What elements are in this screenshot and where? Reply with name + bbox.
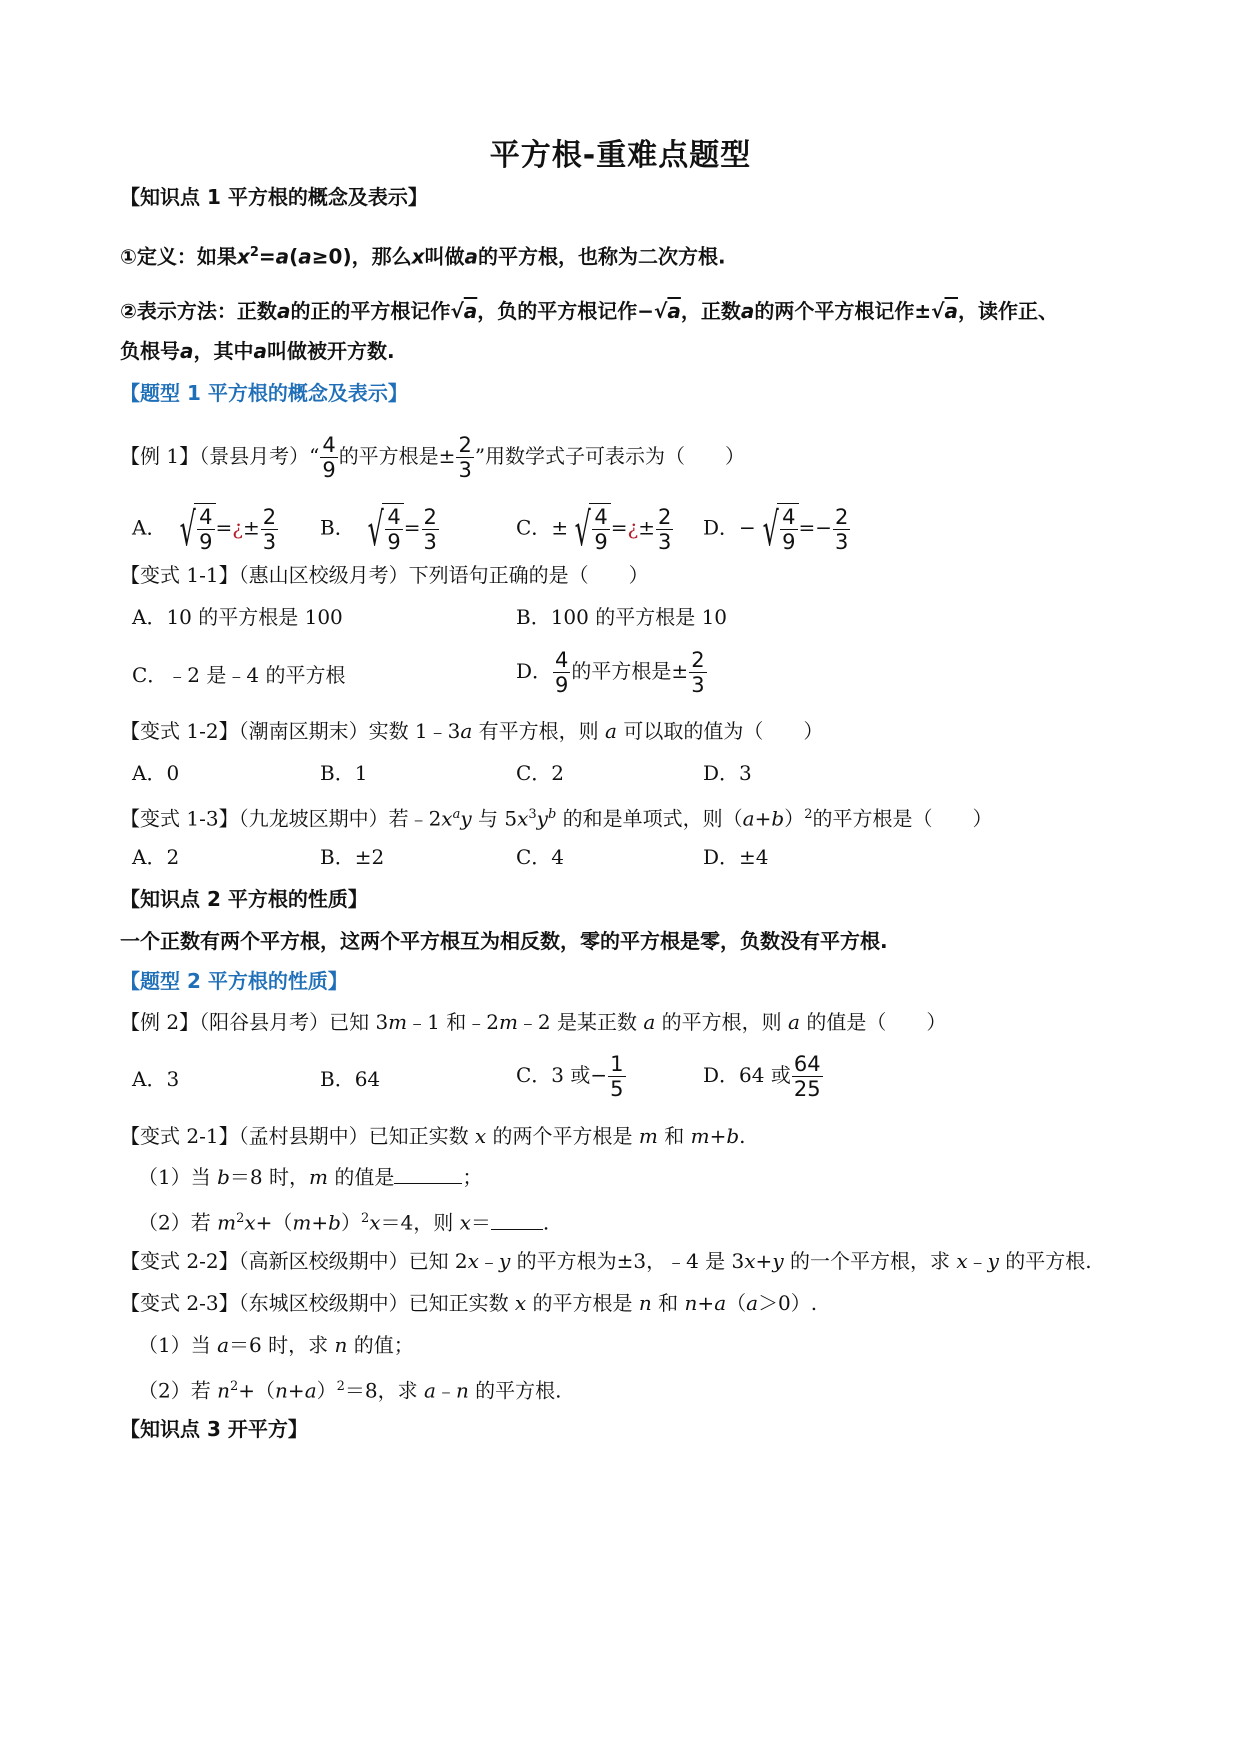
variant-2-3-stem: 【变式 2-3】（东城区校级期中）已知正实数 x 的平方根是 n 和 n+a（a＞0）. (120, 1291, 818, 1315)
answer-blank[interactable] (491, 1229, 543, 1230)
example-1-stem: 【例 1】（景县月考）“ $\frac{4}{9}$ 的平方根是± $\frac{2}{3}$ ”用数学式子可表示为（ ） (120, 433, 746, 482)
type1-heading: 【题型 1 平方根的概念及表示】 (120, 381, 408, 405)
fraction: $\frac{2}{3}$ (458, 433, 472, 482)
example-1-option-b[interactable]: B． √ $\frac{4}{9}$ = $\frac{2}{3}$ (320, 502, 437, 556)
variant-1-2-option-d[interactable]: D．3 (703, 761, 752, 785)
variant-1-2-option-a[interactable]: A．0 (132, 761, 180, 785)
kp1-definition: ①定义：如果$x^2=a(a\ge 0)$，那么x叫做a的平方根，也称为二次方根. (120, 244, 726, 269)
variant-1-3-option-a[interactable]: A．2 (132, 845, 180, 869)
variant-1-2-option-c[interactable]: C．2 (516, 761, 565, 785)
kp3-heading: 【知识点 3 开平方】 (120, 1417, 308, 1441)
example-2-option-d[interactable]: D．64 或 $\frac{64}{25}$ (703, 1052, 821, 1101)
variant-1-1-option-b[interactable]: B．100 的平方根是 10 (516, 605, 728, 629)
example-2-stem: 【例 2】（阳谷县月考）已知 3m﹣1 和﹣2m﹣2 是某正数 a 的平方根，则 a 的值是（ ） (120, 1010, 947, 1034)
variant-2-3-question-2: （2）若 $n^2+(n+a)^2=8$，求 a﹣n 的平方根. (138, 1378, 562, 1403)
page-title: 平方根-重难点题型 (489, 138, 752, 173)
variant-1-1-stem: 【变式 1-1】（惠山区校级月考）下列语句正确的是（ ） (120, 563, 649, 587)
example-1-option-a[interactable]: A． √ $\frac{4}{9}$ =¿± $\frac{2}{3}$ (132, 502, 277, 556)
example-2-option-c[interactable]: C．3 或− $\frac{1}{5}$ (516, 1052, 624, 1101)
variant-2-1-stem: 【变式 2-1】（孟村县期中）已知正实数 x 的两个平方根是 m 和 m+b. (120, 1124, 746, 1148)
variant-2-1-question-2: （2）若 $m^2x+(m+b)^2x=4$，则 x＝ . (138, 1210, 550, 1235)
variant-1-1-option-c[interactable]: C．﹣2 是﹣4 的平方根 (132, 663, 346, 687)
example-2-option-a[interactable]: A．3 (132, 1067, 180, 1091)
variant-1-3-option-b[interactable]: B．±2 (320, 845, 385, 869)
variant-1-1-option-a[interactable]: A．10 的平方根是 100 (132, 605, 343, 629)
type2-heading: 【题型 2 平方根的性质】 (120, 969, 348, 993)
example-2-option-b[interactable]: B．64 (320, 1067, 381, 1091)
variant-1-2-option-b[interactable]: B．1 (320, 761, 368, 785)
variant-1-1-option-d[interactable]: D． $\frac{4}{9}$ 的平方根是± $\frac{2}{3}$ (516, 648, 705, 697)
variant-1-3-option-d[interactable]: D．±4 (703, 845, 769, 869)
variant-1-3-stem: 【变式 1-3】（九龙坡区期中）若$﹣2x^ay$ 与 $5x^3y^b$ 的和是单项式，则$(a+b)^2$的平方根是（ ） (120, 806, 993, 831)
variant-2-1-question-1: （1）当 b＝8 时，m 的值是 ； (138, 1165, 483, 1189)
kp1-representation: ②表示方法：正数a的正的平方根记作√a，负的平方根记作−√a，正数a的两个平方根记作±√a，读作正、 (120, 299, 1058, 323)
variant-2-2-stem: 【变式 2-2】（高新区校级期中）已知 2x﹣y 的平方根为±3，﹣4 是 3x+y 的一个平方根，求 x﹣y 的平方根. (120, 1249, 1092, 1273)
example-1-option-d[interactable]: D．− √ $\frac{4}{9}$ =− $\frac{2}{3}$ (703, 502, 849, 556)
variant-2-3-question-1: （1）当 a＝6 时，求 n 的值； (138, 1333, 414, 1357)
answer-blank[interactable] (394, 1183, 462, 1184)
variant-1-3-option-c[interactable]: C．4 (516, 845, 565, 869)
kp1-representation-cont: 负根号a，其中a叫做被开方数. (120, 339, 395, 363)
kp2-heading: 【知识点 2 平方根的性质】 (120, 887, 368, 911)
kp2-body: 一个正数有两个平方根，这两个平方根互为相反数，零的平方根是零，负数没有平方根. (120, 929, 888, 953)
variant-1-2-stem: 【变式 1-2】（潮南区期末）实数 1﹣3a 有平方根，则 a 可以取的值为（ ） (120, 719, 824, 743)
kp1-heading: 【知识点 1 平方根的概念及表示】 (120, 185, 428, 209)
fraction: $\frac{4}{9}$ (322, 433, 336, 482)
example-1-option-c[interactable]: C．± √ $\frac{4}{9}$ =¿± $\frac{2}{3}$ (516, 502, 672, 556)
